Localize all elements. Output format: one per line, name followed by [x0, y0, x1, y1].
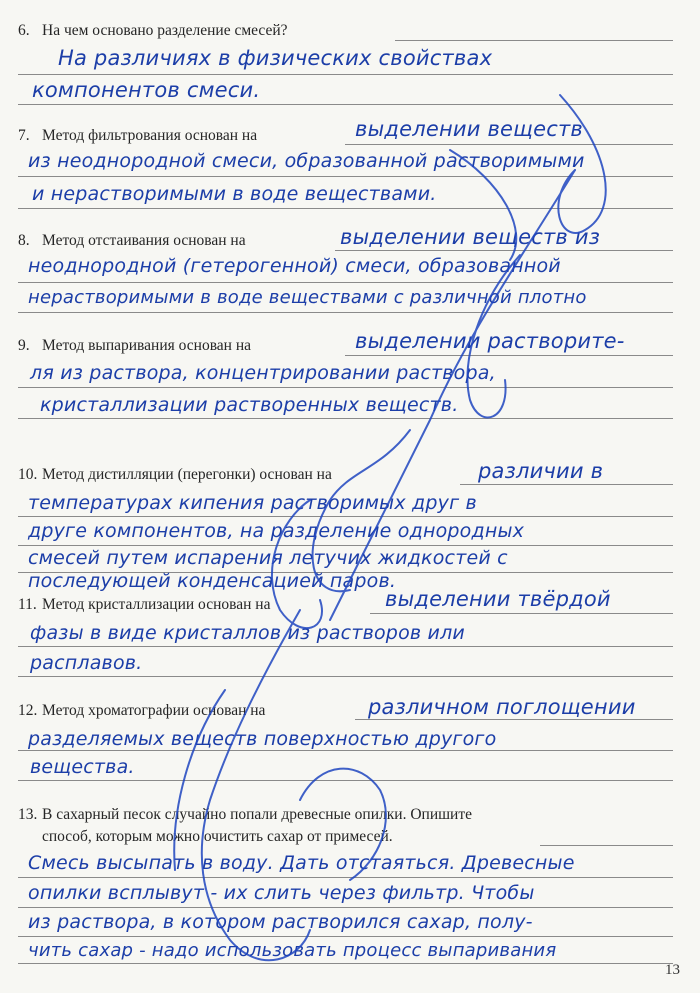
- question-6: [18, 22, 288, 40]
- answer-line: [395, 40, 673, 41]
- answer-7-line-1: выделении веществ: [355, 117, 583, 141]
- answer-line: [18, 208, 673, 209]
- page-number: 13: [665, 962, 680, 978]
- answer-line: [18, 387, 673, 388]
- answer-line: [18, 516, 673, 517]
- question-number: 8.: [18, 232, 30, 249]
- answer-10-line-1: различии в: [478, 459, 604, 483]
- question-10: [18, 466, 332, 484]
- answer-8-line-2: неоднородной (гетерогенной) смеси, образованной: [28, 255, 561, 277]
- question-number: 11.: [18, 596, 37, 613]
- answer-12-line-3: вещества.: [30, 756, 135, 778]
- answer-line: [18, 418, 673, 419]
- answer-11-line-2: фазы в виде кристаллов из растворов или: [30, 622, 465, 644]
- answer-line: [18, 907, 673, 908]
- answer-7-line-2: из неоднородной смеси, образованной растворимыми: [28, 150, 585, 172]
- answer-10-line-5: последующей конденсацией паров.: [28, 570, 397, 592]
- answer-12-line-1: различном поглощении: [368, 695, 636, 719]
- answer-line: [18, 176, 673, 177]
- answer-10-line-3: друге компонентов, на разделение однородных: [28, 520, 525, 542]
- question-text: Метод фильтрования основан на: [42, 127, 258, 144]
- answer-13-line-4: чить сахар - надо использовать процесс выпаривания: [28, 940, 557, 961]
- question-text: Метод хроматографии основан на: [42, 702, 266, 719]
- answer-line: [18, 750, 673, 751]
- answer-line: [460, 484, 673, 485]
- answer-line: [18, 282, 673, 283]
- question-text: Метод выпаривания основан на: [42, 337, 252, 354]
- answer-line: [18, 780, 673, 781]
- answer-8-line-3: нерастворимыми в воде веществами с различной плотно: [28, 287, 587, 308]
- question-text: Метод дистилляции (перегонки) основан на: [42, 466, 332, 483]
- answer-line: [18, 545, 673, 546]
- answer-12-line-2: разделяемых веществ поверхностью другого: [28, 728, 497, 750]
- answer-line: [345, 144, 673, 145]
- answer-13-line-1: Смесь высыпать в воду. Дать отстаяться. Древесные: [28, 852, 575, 874]
- answer-9-line-3: кристаллизации растворенных веществ.: [40, 394, 459, 416]
- question-text: В сахарный песок случайно попали древесные опилки. Опишите: [42, 806, 472, 823]
- answer-line: [540, 845, 673, 846]
- answer-line: [335, 250, 673, 251]
- answer-line: [18, 877, 673, 878]
- answer-10-line-4: смесей путем испарения летучих жидкостей с: [28, 547, 508, 569]
- answer-line: [355, 719, 673, 720]
- answer-8-line-1: выделении веществ из: [340, 225, 601, 249]
- answer-11-line-3: расплавов.: [30, 652, 143, 674]
- question-number: 10.: [18, 466, 38, 483]
- question-8: [18, 232, 246, 250]
- answer-10-line-2: температурах кипения растворимых друг в: [28, 492, 477, 514]
- question-number: 12.: [18, 702, 38, 719]
- answer-line: [18, 312, 673, 313]
- question-11: [18, 596, 270, 614]
- answer-line: [370, 613, 673, 614]
- answer-line: [18, 963, 673, 964]
- question-12: [18, 702, 265, 720]
- question-text: На чем основано разделение смесей?: [42, 22, 288, 39]
- answer-13-line-3: из раствора, в котором растворился сахар, полу-: [28, 911, 533, 933]
- answer-9-line-1: выделении растворите-: [355, 329, 625, 353]
- answer-9-line-2: ля из раствора, концентрировании раствора,: [30, 362, 496, 384]
- question-text: Метод кристаллизации основан на: [42, 596, 271, 613]
- question-13: [18, 806, 472, 824]
- answer-line: [18, 74, 673, 75]
- answer-6-line-1: На различиях в физических свойствах: [58, 46, 493, 70]
- answer-7-line-3: и нерастворимыми в воде веществами.: [32, 183, 437, 205]
- answer-line: [345, 355, 673, 356]
- answer-11-line-1: выделении твёрдой: [385, 587, 611, 611]
- answer-line: [18, 676, 673, 677]
- question-number: 13.: [18, 806, 38, 823]
- answer-line: [18, 936, 673, 937]
- answer-13-line-2: опилки всплывут - их слить через фильтр. Чтобы: [28, 882, 535, 904]
- question-number: 6.: [18, 22, 30, 39]
- answer-line: [18, 646, 673, 647]
- question-number: 7.: [18, 127, 30, 144]
- question-7: [18, 127, 257, 145]
- question-13-continued: способ, которым можно очистить сахар от примесей.: [42, 828, 393, 845]
- answer-6-line-2: компонентов смеси.: [32, 78, 261, 102]
- answer-line: [18, 104, 673, 105]
- question-9: [18, 337, 251, 355]
- question-number: 9.: [18, 337, 30, 354]
- question-text: Метод отстаивания основан на: [42, 232, 246, 249]
